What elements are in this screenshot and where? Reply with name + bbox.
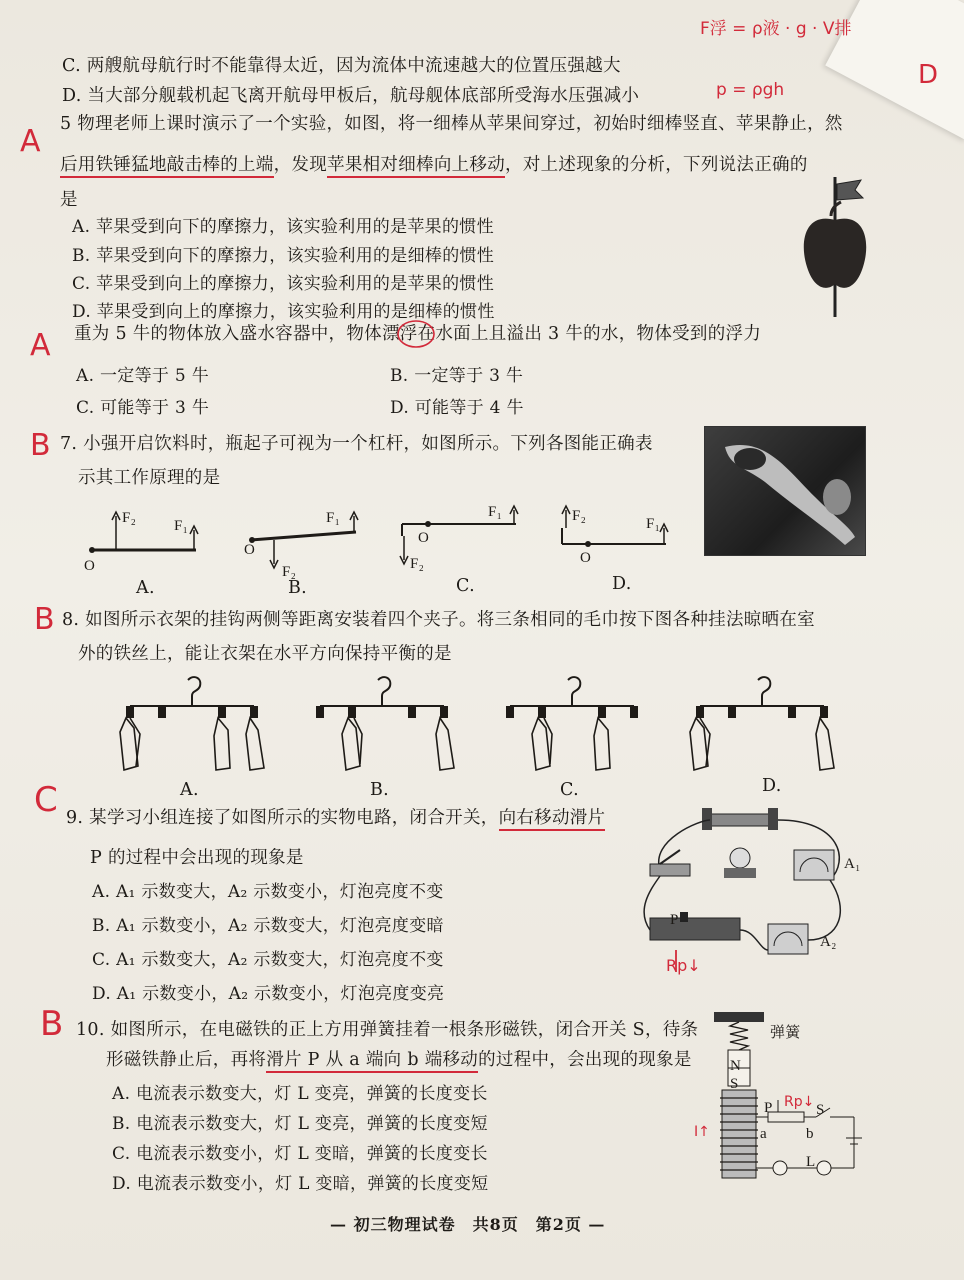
q7b-o-label: O <box>244 542 256 558</box>
q7-option-a-label: A. <box>136 578 155 598</box>
q4-option-d: D. 当大部分舰载机起飞离开航母甲板后，航母舰体底部所受海水压强减小 <box>62 86 640 106</box>
q7-option-c-label: C. <box>456 576 475 596</box>
q9-option-c: C. A₁ 示数变大，A₂ 示数变大，灯泡亮度不变 <box>92 950 444 970</box>
q10-spring-label: 弹簧 <box>770 1023 801 1041</box>
q9-p-label: P <box>670 912 679 928</box>
q8-stem-line1: 8. 如图所示衣架的挂钩两侧等距离安装着四个夹子。将三条相同的毛巾按下图各种挂法晾晒在室 <box>62 610 815 630</box>
bottle-opener-photo <box>704 426 866 556</box>
q7d-f1-label: F₁ <box>646 516 661 532</box>
q10-option-a: A. 电流表示数变大，灯 L 变亮，弹簧的长度变长 <box>112 1084 488 1104</box>
q10-p-label: P <box>764 1100 773 1116</box>
q5-stem-line3: 是 <box>60 190 78 210</box>
q8-hanger-d <box>690 677 834 770</box>
q7c-f2-label: F₂ <box>410 556 425 572</box>
apple-rod-figure <box>795 172 875 322</box>
q7a-o-label: O <box>84 558 96 574</box>
q5-option-b: B. 苹果受到向下的摩擦力，该实验利用的是细棒的惯性 <box>72 246 495 266</box>
q7d-o-label: O <box>580 550 592 566</box>
q10-a-label: a <box>760 1126 767 1142</box>
q8-handwritten-answer: B <box>34 602 55 637</box>
q9-a1-label: A₁ <box>844 856 861 872</box>
q9-handwritten-rp: Rp↓ <box>666 956 701 975</box>
q5-option-a: A. 苹果受到向下的摩擦力，该实验利用的是苹果的惯性 <box>72 217 494 237</box>
q7d-f2-label: F₂ <box>572 508 587 524</box>
q5-option-d: D. 苹果受到向上的摩擦力，该实验利用的是细棒的惯性 <box>72 302 495 322</box>
q10-handwritten-rp: Rp↓ <box>784 1094 815 1110</box>
q7-diagram-b <box>249 512 358 568</box>
q8-option-a-label: A. <box>180 780 199 800</box>
q5-text-seg2: ，对上述现象的分析，下列说法正确的 <box>505 155 808 175</box>
q6-option-b: B. 一定等于 3 牛 <box>390 366 524 386</box>
q7a-f1-label: F₁ <box>174 518 189 534</box>
q8-option-c-label: C. <box>560 780 579 800</box>
q9-stem-line1 <box>66 806 605 830</box>
q6-stem: 重为 5 牛的物体放入盛水容器中，物体漂浮在水面上且溢出 3 牛的水，物体受到的浮力 <box>74 324 762 344</box>
q7c-o-label: O <box>418 530 430 546</box>
q8-hanger-b <box>316 677 454 770</box>
q10-b-label: b <box>806 1126 814 1142</box>
q5-handwritten-answer: A <box>20 124 41 159</box>
q10-option-b: B. 电流表示数变大，灯 L 变亮，弹簧的长度变短 <box>112 1114 488 1134</box>
q10-stem-line2 <box>106 1048 692 1072</box>
q10-handwritten-answer: B <box>40 1004 64 1044</box>
q10-handwritten-current: I↑ <box>694 1124 710 1140</box>
q9-handwritten-answer: C <box>34 780 58 820</box>
q10-stem-seg: 形磁铁静止后，再将 <box>106 1050 267 1070</box>
q7-option-b-label: B. <box>288 578 308 598</box>
q5-stem-line1: 5 物理老师上课时演示了一个实验，如图，将一细棒从苹果间穿过，初始时细棒竖直、苹果静止，然 <box>60 114 843 134</box>
q7c-f1-label: F₁ <box>488 504 503 520</box>
q7-option-d-label: D. <box>612 574 632 594</box>
q8-option-d-label: D. <box>762 776 782 796</box>
q7a-f2-label: F₂ <box>122 510 137 526</box>
q5-stem-line2 <box>60 153 808 177</box>
q7-stem-line1: 7. 小强开启饮料时，瓶起子可视为一个杠杆，如图所示。下列各图能正确表 <box>60 434 653 454</box>
q9-option-b: B. A₁ 示数变小，A₂ 示数变大，灯泡亮度变暗 <box>92 916 444 936</box>
q10-option-d: D. 电流表示数变小，灯 L 变暗，弹簧的长度变短 <box>112 1174 489 1194</box>
q8-option-b-label: B. <box>370 780 390 800</box>
q10-stem-line1: 10. 如图所示，在电磁铁的正上方用弹簧挂着一根条形磁铁，闭合开关 S，待条 <box>76 1020 699 1040</box>
q7b-f2-label: F₂ <box>282 564 297 580</box>
q5-underlined-phrase2: 苹果相对细棒向上移动 <box>327 155 505 178</box>
q6-handwritten-answer: A <box>30 328 51 363</box>
page-footer: — 初三物理试卷 共8页 第2页 — <box>330 1215 606 1234</box>
q8-hanger-c <box>506 677 638 770</box>
circle-mark-piaofu <box>396 318 436 350</box>
q7-handwritten-answer: B <box>30 428 51 463</box>
q6-option-d: D. 可能等于 4 牛 <box>390 398 524 418</box>
q4-option-c: C. 两艘航母航行时不能靠得太近，因为流体中流速越大的位置压强越大 <box>62 56 621 76</box>
q10-s-pole-label: S <box>730 1076 739 1092</box>
q6-option-a: A. 一定等于 5 牛 <box>76 366 210 386</box>
q9-underlined-phrase: 向右移动滑片 <box>499 808 606 831</box>
q10-lamp-label: L <box>806 1154 816 1170</box>
q6-option-c: C. 可能等于 3 牛 <box>76 398 210 418</box>
q10-switch-label: S <box>816 1102 825 1118</box>
q7-stem-line2: 示其工作原理的是 <box>78 468 221 488</box>
q9-a2-label: A₂ <box>820 934 837 950</box>
q5-underlined-phrase1: 后用铁锤猛地敲击棒的上端 <box>60 155 274 178</box>
q9-stem-line2: P 的过程中会出现的现象是 <box>90 848 304 868</box>
q5-option-c: C. 苹果受到向上的摩擦力，该实验利用的是苹果的惯性 <box>72 274 495 294</box>
q8-hanger-a <box>120 677 264 770</box>
q10-option-c: C. 电流表示数变小，灯 L 变暗，弹簧的长度变长 <box>112 1144 488 1164</box>
corner-handwriting: D <box>918 60 939 90</box>
q9-option-d: D. A₁ 示数变小，A₂ 示数变小，灯泡亮度变亮 <box>92 984 445 1004</box>
q10-underlined-phrase: 滑片 P 从 a 端向 b 端移动 <box>266 1050 478 1073</box>
q9-stem-seg: 9. 某学习小组连接了如图所示的实物电路，闭合开关， <box>66 808 499 828</box>
q5-text-seg: ，发现 <box>273 155 328 175</box>
q8-hanger-diagrams <box>110 672 870 782</box>
q10-stem-seg2: 的过程中，会出现的现象是 <box>478 1050 692 1070</box>
q7b-f1-label: F₁ <box>326 510 341 526</box>
q9-option-a: A. A₁ 示数变大，A₂ 示数变小，灯泡亮度不变 <box>92 882 444 902</box>
q10-n-pole-label: N <box>730 1058 742 1074</box>
handwritten-formula-buoyancy: F浮 = ρ液 · g · V排 <box>700 19 852 39</box>
handwritten-formula-pressure: p = ρgh <box>716 80 785 100</box>
q8-stem-line2: 外的铁丝上，能让衣架在水平方向保持平衡的是 <box>78 644 452 664</box>
